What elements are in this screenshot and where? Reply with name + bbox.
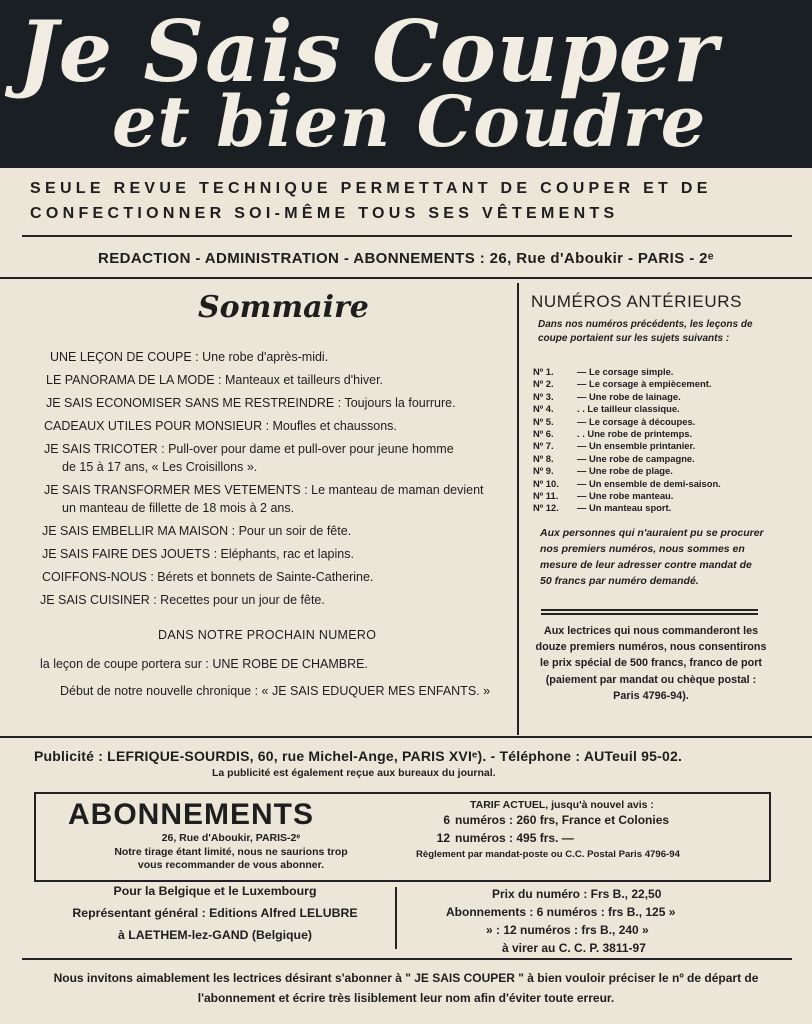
list-item: Nº 3. — Une robe de lainage. bbox=[533, 390, 681, 402]
divider bbox=[22, 958, 792, 960]
tagline: SEULE REVUE TECHNIQUE PERMETTANT DE COUPER ET DE CONFECTIONNER SOI-MÊME TOUS SES VÊTEMENTS bbox=[30, 180, 712, 222]
divider bbox=[541, 609, 758, 611]
tarif-block bbox=[414, 799, 764, 860]
list-item: Nº 10. — Un ensemble de demi-saison. bbox=[533, 477, 721, 489]
list-item: Nº 2. — Le corsage à empiècement. bbox=[533, 378, 712, 390]
list-item: Nº 9. — Une robe de plage. bbox=[533, 465, 673, 477]
list-item: UNE LEÇON DE COUPE : Une robe d'après-midi. bbox=[50, 350, 329, 364]
abonnements-title: ABONNEMENTS bbox=[68, 798, 315, 831]
abonnements-info: 26, Rue d'Aboukir, PARIS-2ᵉ Notre tirage étant limité, nous ne saurions trop vous recommander de vous abonner. bbox=[114, 832, 348, 871]
list-item: JE SAIS EMBELLIR MA MAISON : Pour un soir de fête. bbox=[42, 524, 352, 538]
list-item: JE SAIS TRICOTER : Pull-over pour dame et pull-over pour jeune homme de 15 à 17 ans, « Les Croisillons ». bbox=[44, 442, 454, 474]
masthead bbox=[0, 0, 812, 168]
footer-note: Nous invitons aimablement les lectrices désirant s'abonner à " JE SAIS COUPER " à bien vouloir préciser le nº de départ de l'abonnement et écrire très lisiblement leur nom afin d'éviter toute erreur. bbox=[53, 971, 759, 1005]
list-item: Nº 8. — Une robe de campagne. bbox=[533, 452, 695, 464]
prochain-title: DANS NOTRE PROCHAIN NUMERO bbox=[158, 628, 377, 642]
sommaire-title: Sommaire bbox=[198, 290, 369, 325]
abonnements-box bbox=[34, 792, 771, 882]
column-divider bbox=[517, 283, 519, 735]
divider bbox=[0, 277, 812, 279]
tarif-row: 6 numéros : 260 frs, France et Colonies bbox=[443, 813, 670, 827]
list-item: Nº 4. . . Le tailleur classique. bbox=[533, 403, 680, 415]
list-item: JE SAIS FAIRE DES JOUETS : Eléphants, rac et lapins. bbox=[42, 547, 354, 561]
tarif-title: TARIF ACTUEL, jusqu'à nouvel avis : bbox=[470, 799, 654, 811]
sommaire-list bbox=[40, 348, 500, 614]
list-item: Nº 6. . . Une robe de printemps. bbox=[533, 428, 693, 440]
list-item: JE SAIS ECONOMISER SANS ME RESTREINDRE : Toujours la fourrure. bbox=[46, 396, 456, 410]
belgique-representant: Pour la Belgique et le Luxembourg Représentant général : Editions Alfred LELUBRE à LAETHEM-lez-GAND (Belgique) bbox=[72, 884, 358, 942]
list-item: JE SAIS TRANSFORMER MES VETEMENTS : Le manteau de maman devient un manteau de fillette de 18 mois à 2 ans. bbox=[44, 483, 484, 515]
column-divider bbox=[395, 887, 397, 949]
prochain-chronique: Début de notre nouvelle chronique : « JE SAIS EDUQUER MES ENFANTS. » bbox=[60, 684, 491, 698]
list-item: LE PANORAMA DE LA MODE : Manteaux et tailleurs d'hiver. bbox=[46, 373, 384, 387]
aux-personnes-text: Aux personnes qui n'auraient pu se procurer nos premiers numéros, nous sommes en mesure de leur adresser contre mandat de 50 francs par numéro demandé. bbox=[540, 527, 764, 587]
prochain-lecon: la leçon de coupe portera sur : UNE ROBE DE CHAMBRE. bbox=[40, 657, 368, 671]
aux-lectrices-text: Aux lectrices qui nous commanderont les douze premiers numéros, nous consentirons le prix spécial de 500 francs, franco de port (paiement par mandat ou chèque postal : Paris 4796-94). bbox=[535, 625, 767, 702]
publicite-line: Publicité : LEFRIQUE-SOURDIS, 60, rue Michel-Ange, PARIS XVIᵉ). - Téléphone : AUTeuil 95-02. bbox=[34, 748, 683, 764]
list-item: Nº 5. — Le corsage à découpes. bbox=[533, 415, 696, 427]
list-item: JE SAIS CUISINER : Recettes pour un jour de fête. bbox=[40, 593, 325, 607]
tarif-row: 12 numéros : 495 frs. — bbox=[436, 831, 574, 845]
divider bbox=[22, 235, 792, 237]
list-item: CADEAUX UTILES POUR MONSIEUR : Moufles et chaussons. bbox=[44, 419, 397, 433]
anterieurs-list bbox=[533, 366, 773, 515]
list-item: Nº 1. — Le corsage simple. bbox=[533, 366, 674, 377]
anterieurs-intro: Dans nos numéros précédents, les leçons de coupe portaient sur les sujets suivants : bbox=[538, 319, 753, 344]
list-item: Nº 11. — Une robe manteau. bbox=[533, 490, 674, 502]
list-item: Nº 7. — Un ensemble printanier. bbox=[533, 440, 696, 452]
list-item: COIFFONS-NOUS : Bérets et bonnets de Sainte-Catherine. bbox=[42, 570, 374, 584]
masthead-title-line2: et bien Coudre bbox=[112, 80, 707, 163]
anterieurs-title: NUMÉROS ANTÉRIEURS bbox=[531, 292, 743, 311]
address-line: REDACTION - ADMINISTRATION - ABONNEMENTS : 26, Rue d'Aboukir - PARIS - 2ᵉ bbox=[98, 250, 714, 267]
publicite-note: La publicité est également reçue aux bureaux du journal. bbox=[212, 767, 496, 779]
belgique-prix: Prix du numéro : Frs B., 22,50 Abonnements : 6 numéros : frs B., 125 » » : 12 numéros : frs B., 240 » à virer au C. C. P. 3811-97 bbox=[446, 887, 676, 955]
masthead-title-line1: Je Sais Couper bbox=[18, 2, 719, 101]
divider bbox=[0, 736, 812, 738]
list-item: Nº 12. — Un manteau sport. bbox=[533, 502, 672, 514]
reglement-note: Règlement par mandat-poste ou C.C. Postal Paris 4796-94 bbox=[416, 849, 680, 860]
divider bbox=[541, 613, 758, 615]
